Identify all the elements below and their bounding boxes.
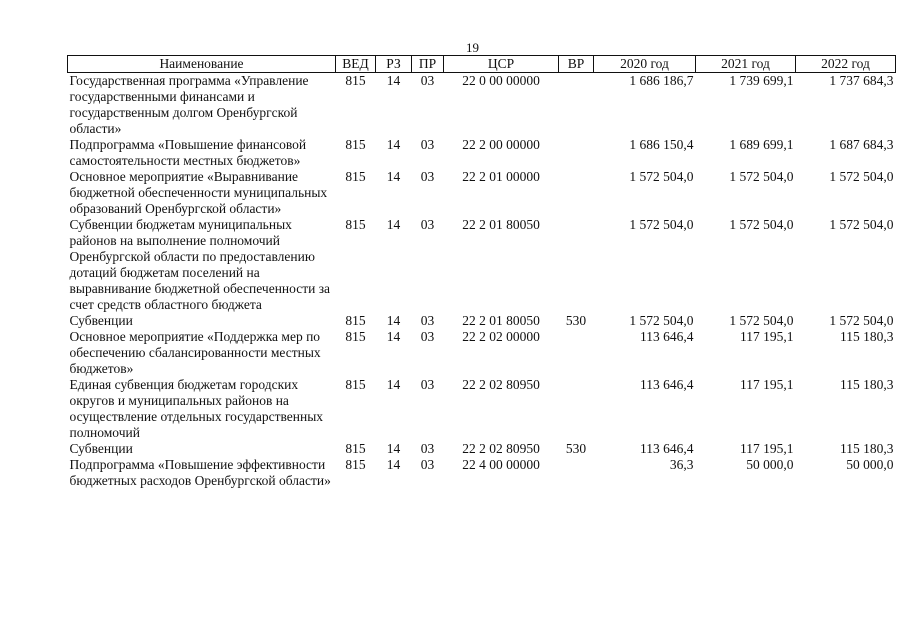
row-ved: 815 bbox=[345, 169, 366, 184]
row-name: Субвенции bbox=[69, 313, 133, 328]
row-pr: 03 bbox=[420, 169, 435, 184]
row-2020: 113 646,4 bbox=[640, 441, 694, 456]
row-2022: 1 572 504,0 bbox=[829, 169, 894, 184]
row-rz: 14 bbox=[386, 441, 401, 456]
row-vr: 530 bbox=[565, 313, 587, 328]
header-csr: ЦСР bbox=[444, 56, 559, 73]
row-vr bbox=[559, 169, 594, 217]
row-pr: 03 bbox=[420, 313, 435, 328]
row-name: Подпрограмма «Повышение финансовой самостоятельности местных бюджетов» bbox=[69, 137, 307, 168]
table-row bbox=[68, 137, 896, 169]
row-pr: 03 bbox=[420, 457, 435, 472]
row-rz: 14 bbox=[386, 313, 401, 328]
row-ved: 815 bbox=[345, 377, 366, 392]
row-rz: 14 bbox=[386, 169, 401, 184]
row-2021: 1 572 504,0 bbox=[729, 217, 794, 232]
row-csr: 22 2 00 00000 bbox=[462, 137, 540, 152]
row-name: Подпрограмма «Повышение эффективности бюджетных расходов Оренбургской области» bbox=[69, 457, 331, 488]
row-ved: 815 bbox=[345, 457, 366, 472]
row-ved: 815 bbox=[345, 441, 366, 456]
row-2022: 50 000,0 bbox=[846, 457, 894, 472]
row-pr: 03 bbox=[420, 73, 435, 88]
row-csr: 22 2 01 80050 bbox=[462, 217, 540, 232]
row-pr: 03 bbox=[420, 329, 435, 344]
row-ved: 815 bbox=[345, 73, 366, 88]
header-2021: 2021 год bbox=[696, 56, 796, 73]
table-body bbox=[68, 73, 896, 490]
row-rz: 14 bbox=[386, 73, 401, 88]
header-vr: ВР bbox=[559, 56, 594, 73]
row-vr: 530 bbox=[565, 441, 587, 456]
header-2022: 2022 год bbox=[796, 56, 896, 73]
row-2021: 50 000,0 bbox=[746, 457, 794, 472]
table-row bbox=[68, 329, 896, 377]
row-2021: 117 195,1 bbox=[740, 377, 794, 392]
row-vr bbox=[559, 457, 594, 489]
row-vr bbox=[559, 73, 594, 138]
row-csr: 22 2 02 80950 bbox=[462, 441, 540, 456]
row-2020: 113 646,4 bbox=[640, 377, 694, 392]
row-2021: 1 689 699,1 bbox=[729, 137, 794, 152]
row-2020: 113 646,4 bbox=[640, 329, 694, 344]
header-2020: 2020 год bbox=[594, 56, 696, 73]
table-row bbox=[68, 73, 896, 138]
row-2021: 1 572 504,0 bbox=[729, 169, 794, 184]
header-row bbox=[68, 56, 896, 73]
table-row bbox=[68, 169, 896, 217]
table-header bbox=[68, 56, 896, 73]
row-rz: 14 bbox=[386, 217, 401, 232]
header-name: Наименование bbox=[68, 56, 336, 73]
row-vr bbox=[559, 329, 594, 377]
header-pr: ПР bbox=[412, 56, 444, 73]
table-row bbox=[68, 377, 896, 441]
row-rz: 14 bbox=[386, 377, 401, 392]
row-name: Основное мероприятие «Поддержка мер по обеспечению сбалансированности местных бюджетов» bbox=[69, 329, 321, 376]
row-pr: 03 bbox=[420, 217, 435, 232]
row-name: Государственная программа «Управление государственными финансами и государственным долгом Оренбургской области» bbox=[69, 73, 309, 136]
table-row bbox=[68, 217, 896, 313]
row-2020: 1 572 504,0 bbox=[629, 217, 694, 232]
row-2020: 1 686 150,4 bbox=[629, 137, 694, 152]
row-name: Основное мероприятие «Выравнивание бюджетной обеспеченности муниципальных образований Оренбургской области» bbox=[69, 169, 328, 216]
row-csr: 22 2 02 00000 bbox=[462, 329, 540, 344]
row-csr: 22 0 00 00000 bbox=[462, 73, 540, 88]
header-rz: РЗ bbox=[376, 56, 412, 73]
row-ved: 815 bbox=[345, 313, 366, 328]
row-2021: 117 195,1 bbox=[740, 329, 794, 344]
page-number: 19 bbox=[466, 40, 479, 55]
row-name: Единая субвенция бюджетам городских округов и муниципальных районов на осуществление отдельных государственных полномочий bbox=[69, 377, 324, 440]
row-2022: 115 180,3 bbox=[840, 377, 894, 392]
row-2020: 36,3 bbox=[669, 457, 694, 472]
row-vr bbox=[559, 377, 594, 441]
row-2021: 1 739 699,1 bbox=[729, 73, 794, 88]
row-csr: 22 2 01 80050 bbox=[462, 313, 540, 328]
row-csr: 22 4 00 00000 bbox=[462, 457, 540, 472]
row-2022: 1 572 504,0 bbox=[829, 217, 894, 232]
row-vr bbox=[559, 137, 594, 169]
row-pr: 03 bbox=[420, 441, 435, 456]
row-2021: 1 572 504,0 bbox=[729, 313, 794, 328]
row-ved: 815 bbox=[345, 137, 366, 152]
row-name: Субвенции бюджетам муниципальных районов на выполнение полномочий Оренбургской области по предоставлению дотаций бюджетам поселений на выравнивание бюджетной обеспеченности за счет средств областного бюджета bbox=[69, 217, 331, 312]
row-name: Субвенции bbox=[69, 441, 133, 456]
row-2020: 1 686 186,7 bbox=[629, 73, 694, 88]
row-2022: 1 687 684,3 bbox=[829, 137, 894, 152]
row-ved: 815 bbox=[345, 329, 366, 344]
row-2020: 1 572 504,0 bbox=[629, 169, 694, 184]
row-csr: 22 2 01 00000 bbox=[462, 169, 540, 184]
row-2022: 1 572 504,0 bbox=[829, 313, 894, 328]
row-2022: 115 180,3 bbox=[840, 329, 894, 344]
row-2022: 1 737 684,3 bbox=[829, 73, 894, 88]
row-pr: 03 bbox=[420, 377, 435, 392]
table-row bbox=[68, 457, 896, 489]
row-pr: 03 bbox=[420, 137, 435, 152]
table-row bbox=[68, 313, 896, 329]
row-rz: 14 bbox=[386, 137, 401, 152]
row-vr bbox=[559, 217, 594, 313]
row-csr: 22 2 02 80950 bbox=[462, 377, 540, 392]
row-2022: 115 180,3 bbox=[840, 441, 894, 456]
header-ved: ВЕД bbox=[336, 56, 376, 73]
row-rz: 14 bbox=[386, 329, 401, 344]
row-2021: 117 195,1 bbox=[740, 441, 794, 456]
row-rz: 14 bbox=[386, 457, 401, 472]
row-ved: 815 bbox=[345, 217, 366, 232]
table-row bbox=[68, 441, 896, 457]
row-2020: 1 572 504,0 bbox=[629, 313, 694, 328]
budget-table bbox=[67, 55, 896, 489]
